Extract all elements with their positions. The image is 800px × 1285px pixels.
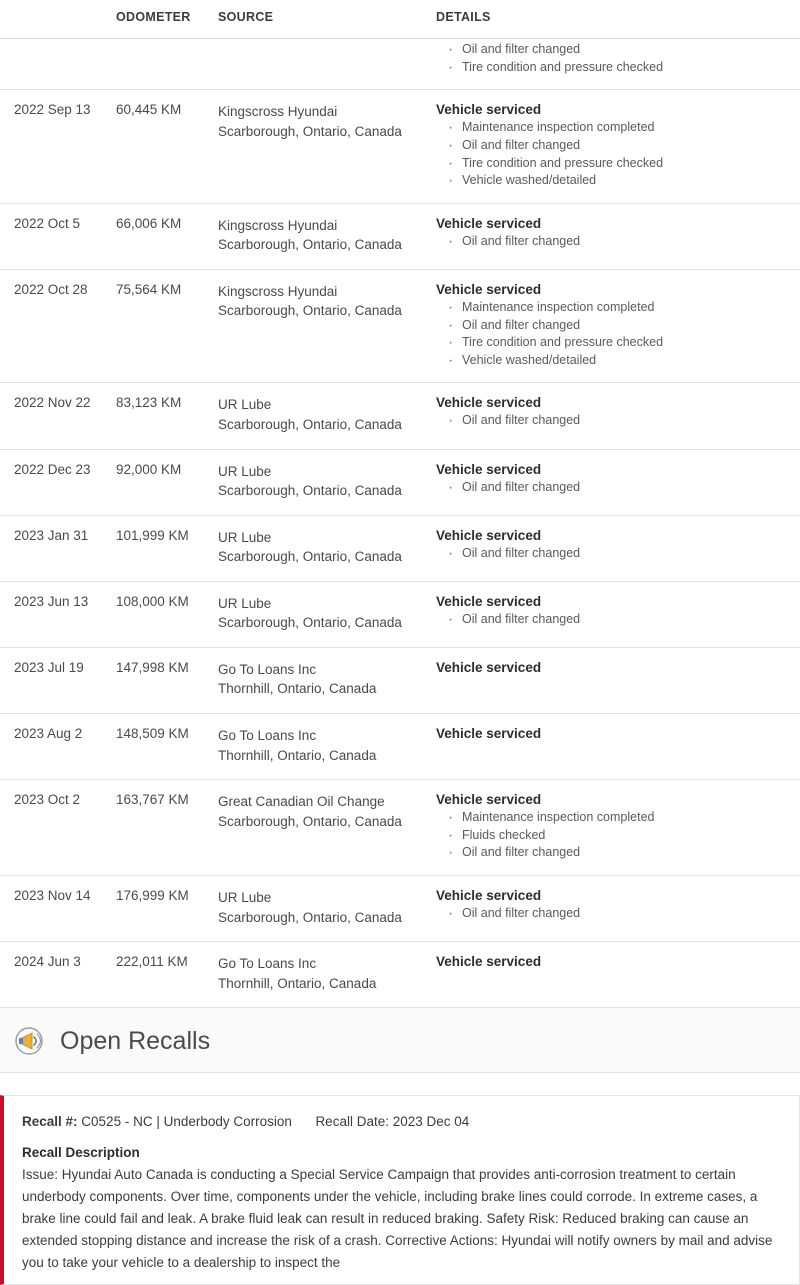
history-rows (0, 90, 800, 1008)
cell-source (218, 102, 436, 141)
cell-source (218, 395, 436, 434)
source-name: UR Lube (218, 595, 272, 611)
cell-date: 2022 Dec 23 (14, 461, 91, 477)
cell-date: 2023 Jun 13 (14, 593, 89, 609)
details-title: Vehicle serviced (436, 954, 542, 970)
cell-source (218, 792, 436, 831)
source-location: Scarborough, Ontario, Canada (218, 549, 402, 565)
recall-description-body: Issue: Hyundai Auto Canada is conducting a Special Service Campaign that provides anti-corrosion treatment to certain underbody components. Over time, components under the vehicle, including brake lines could corrode. In extreme cases, a brake line could fail and leak. A brake fluid leak can result in reduced braking. Safety Risk: Reduced braking can cause an extended stopping distance and increase the risk of a crash. Corrective Actions: Hyundai will notify owners by mail and advise you to take your vehicle to a dealership to inspect the (22, 1167, 773, 1270)
table-row (0, 648, 800, 714)
details-list-item: · Tire condition and pressure checked (436, 335, 786, 351)
details-list (436, 810, 786, 861)
details-title: Vehicle serviced (436, 659, 542, 675)
table-row (0, 90, 800, 204)
details-title: Vehicle serviced (436, 215, 542, 231)
table-row (0, 516, 800, 582)
cell-date: 2023 Aug 2 (14, 726, 83, 741)
source-name: Kingscross Hyundai (218, 217, 338, 233)
cell-odometer: 108,000 KM (116, 593, 189, 609)
cell-details (436, 954, 800, 969)
recall-number-value: C0525 - NC | Underbody Corrosion (81, 1114, 292, 1130)
details-list (436, 546, 786, 562)
source-location: Scarborough, Ontario, Canada (218, 303, 402, 319)
details-list-item: · Oil and filter changed (436, 546, 786, 562)
cell-date: 2024 Jun 3 (14, 954, 81, 970)
source-location: Thornhill, Ontario, Canada (218, 747, 377, 763)
table-row (0, 714, 800, 780)
source-location: Scarborough, Ontario, Canada (218, 416, 402, 432)
details-title: Vehicle serviced (436, 726, 542, 741)
details-title: Vehicle serviced (436, 888, 542, 903)
cell-odometer: 60,445 KM (116, 102, 182, 118)
cell-odometer: 163,767 KM (116, 792, 189, 808)
table-row (0, 383, 800, 449)
recall-megaphone-icon (14, 1024, 48, 1058)
source-name: Go To Loans Inc (218, 661, 317, 677)
cell-odometer: 66,006 KM (116, 215, 182, 231)
cell-source (218, 954, 436, 993)
details-title: Vehicle serviced (436, 792, 542, 808)
cell-details (436, 726, 800, 741)
source-location: Scarborough, Ontario, Canada (218, 483, 402, 499)
cell-source (218, 216, 436, 255)
cell-details (436, 888, 800, 922)
source-name: Kingscross Hyundai (218, 283, 338, 299)
cell-details (436, 102, 800, 189)
details-list (436, 120, 786, 189)
column-header-details: DETAILS (436, 10, 491, 24)
details-list (436, 612, 786, 628)
recall-description-title: Recall Description (22, 1145, 140, 1161)
history-table-header (0, 0, 800, 39)
details-list (436, 234, 786, 250)
cell-source (218, 282, 436, 321)
source-location: Scarborough, Ontario, Canada (218, 615, 402, 631)
details-list-item: · Oil and filter changed (436, 234, 786, 250)
table-row (0, 270, 800, 384)
details-title: Vehicle serviced (436, 281, 542, 297)
cell-source (218, 726, 436, 765)
details-list-item: · Maintenance inspection completed (436, 300, 786, 316)
source-name: UR Lube (218, 529, 272, 545)
cell-details (436, 39, 800, 75)
cell-odometer: 222,011 KM (116, 954, 188, 970)
details-title: Vehicle serviced (436, 461, 542, 477)
details-title: Vehicle serviced (436, 395, 542, 411)
details-list (436, 42, 786, 75)
details-title: Vehicle serviced (436, 527, 542, 543)
details-list-item: · Oil and filter changed (436, 42, 786, 58)
cell-date: 2023 Nov 14 (14, 888, 91, 903)
details-list (436, 300, 786, 369)
cell-source (218, 888, 436, 927)
table-row (0, 780, 800, 876)
source-name: Go To Loans Inc (218, 956, 317, 972)
details-list-item: · Tire condition and pressure checked (436, 156, 786, 172)
column-header-source: SOURCE (218, 10, 274, 24)
cell-details (436, 395, 800, 429)
recall-date-label: Recall Date: (315, 1114, 389, 1130)
table-row (0, 942, 800, 1008)
recall-card (0, 1095, 800, 1284)
cell-details (436, 216, 800, 250)
cell-odometer: 75,564 KM (116, 281, 182, 297)
cell-date: 2022 Sep 13 (14, 102, 91, 118)
source-location: Thornhill, Ontario, Canada (218, 681, 377, 697)
table-row (0, 204, 800, 270)
details-list-item: · Maintenance inspection completed (436, 810, 786, 826)
source-location: Scarborough, Ontario, Canada (218, 123, 402, 139)
source-location: Scarborough, Ontario, Canada (218, 813, 402, 829)
details-list-item: · Oil and filter changed (436, 845, 786, 861)
details-list (436, 413, 786, 429)
cell-date: 2023 Oct 2 (14, 792, 81, 808)
details-list-item: · Tire condition and pressure checked (436, 60, 786, 76)
source-name: UR Lube (218, 463, 272, 479)
cell-source (218, 462, 436, 501)
cell-date: 2023 Jul 19 (14, 659, 84, 675)
table-row (0, 450, 800, 516)
cell-date: 2022 Oct 5 (14, 215, 81, 231)
recall-number-label: Recall #: (22, 1114, 78, 1130)
open-recalls-title: Open Recalls (60, 1026, 211, 1055)
source-name: Great Canadian Oil Change (218, 794, 385, 810)
cell-date: 2022 Nov 22 (14, 395, 91, 411)
details-list (436, 480, 786, 496)
cell-odometer: 148,509 KM (116, 726, 189, 741)
cell-date: 2023 Jan 31 (14, 527, 89, 543)
cell-details (436, 462, 800, 496)
source-location: Scarborough, Ontario, Canada (218, 237, 402, 253)
cell-odometer: 83,123 KM (116, 395, 182, 411)
table-row (0, 876, 800, 942)
cell-source (218, 660, 436, 699)
cell-details (436, 792, 800, 861)
column-header-odometer: ODOMETER (116, 10, 191, 24)
details-list-item: · Maintenance inspection completed (436, 120, 786, 136)
cell-details (436, 282, 800, 369)
details-title: Vehicle serviced (436, 102, 542, 118)
source-location: Scarborough, Ontario, Canada (218, 909, 402, 925)
table-row (0, 39, 800, 90)
details-list-item: · Oil and filter changed (436, 480, 786, 496)
source-name: Go To Loans Inc (218, 728, 317, 743)
source-name: UR Lube (218, 397, 272, 413)
table-row (0, 582, 800, 648)
cell-date: 2022 Oct 28 (14, 281, 88, 297)
details-list-item: · Oil and filter changed (436, 138, 786, 154)
source-name: UR Lube (218, 890, 272, 905)
cell-details (436, 660, 800, 675)
details-list-item: · Vehicle washed/detailed (436, 173, 786, 189)
source-name: Kingscross Hyundai (218, 104, 338, 120)
details-list-item: · Oil and filter changed (436, 612, 786, 628)
details-list-item: · Oil and filter changed (436, 413, 786, 429)
source-location: Thornhill, Ontario, Canada (218, 975, 377, 991)
details-list-item: · Oil and filter changed (436, 906, 786, 922)
cell-odometer: 147,998 KM (116, 659, 189, 675)
cell-odometer: 176,999 KM (116, 888, 189, 903)
recall-date-value: 2023 Dec 04 (392, 1114, 470, 1130)
cell-details (436, 594, 800, 628)
details-title: Vehicle serviced (436, 593, 542, 609)
details-list-item: · Oil and filter changed (436, 318, 786, 334)
cell-source (218, 528, 436, 567)
details-list (436, 906, 786, 922)
cell-details (436, 528, 800, 562)
details-list-item: · Fluids checked (436, 828, 786, 844)
open-recalls-section-header (0, 1008, 800, 1073)
cell-odometer: 92,000 KM (116, 461, 182, 477)
cell-odometer: 101,999 KM (116, 527, 189, 543)
cell-source (218, 594, 436, 633)
details-list-item: · Vehicle washed/detailed (436, 353, 786, 369)
